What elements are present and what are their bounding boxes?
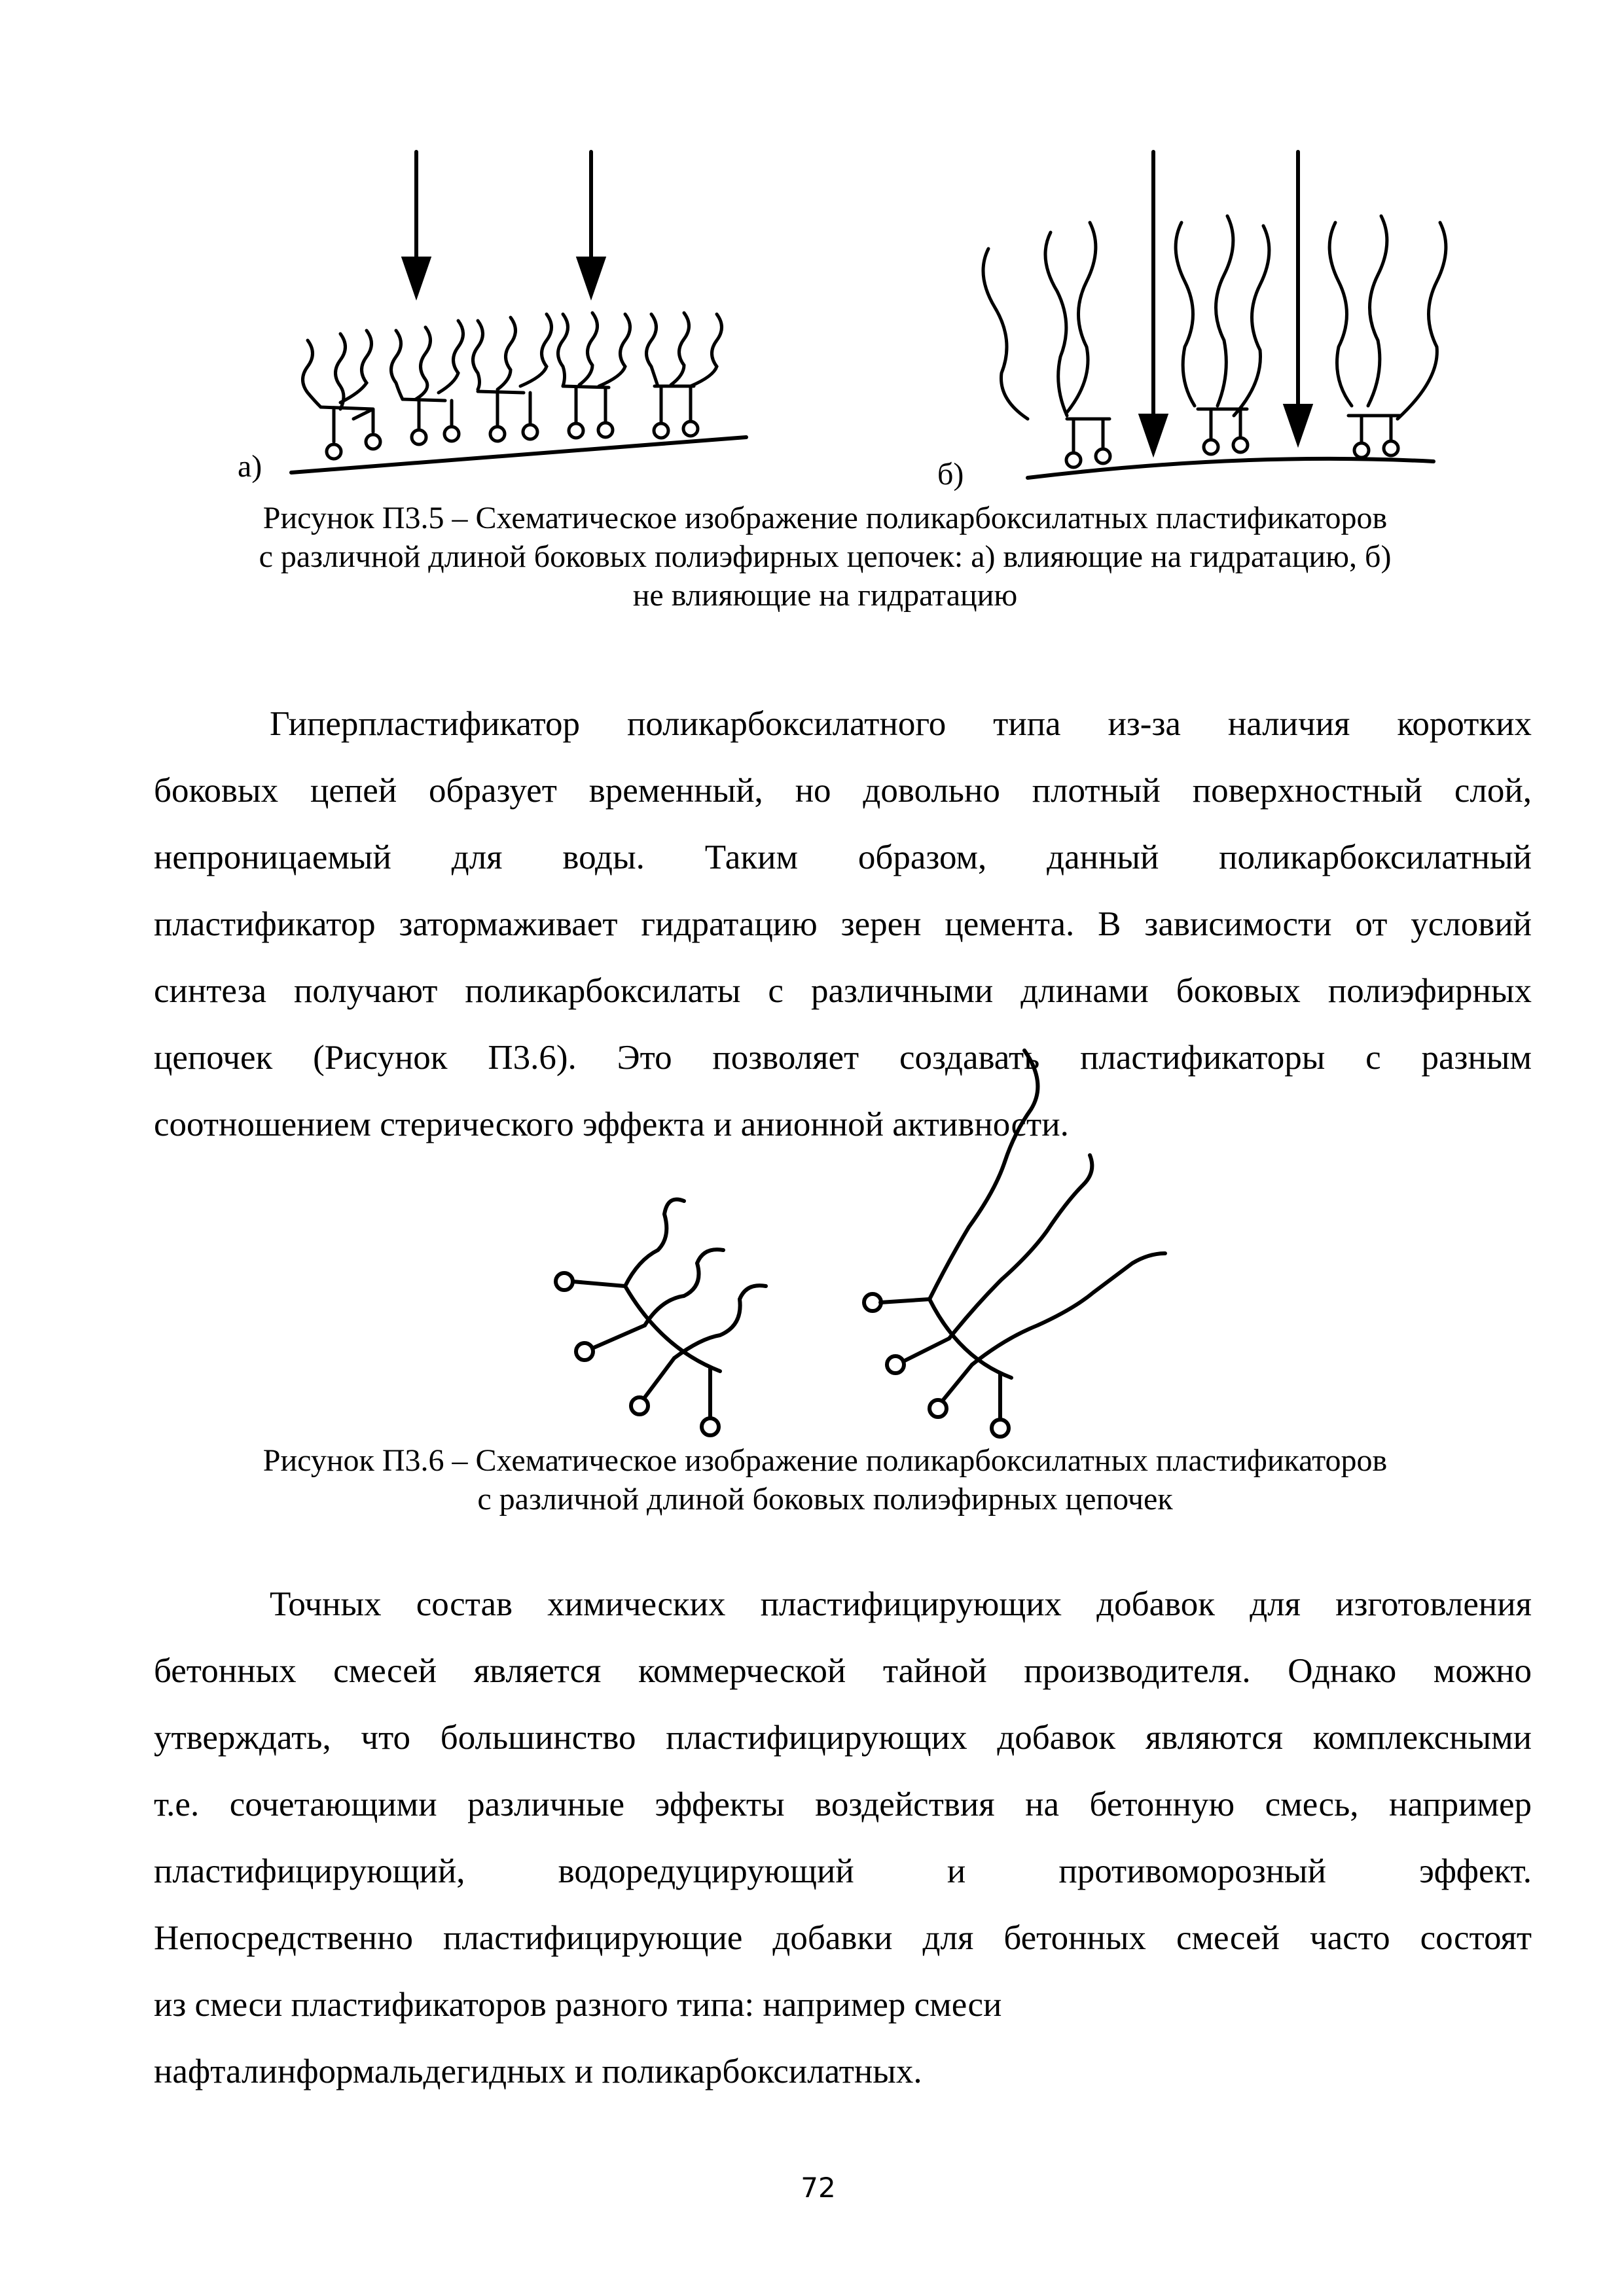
molecule-b-3 (1329, 216, 1446, 457)
molecule-short-chains (556, 1200, 766, 1436)
paragraph-line: Непосредственно пластифицирующие добавки для бетонных смесей часто состоят (154, 1919, 1532, 1957)
paragraph-line: т.е. сочетающими различные эффекты воздействия на бетонную смесь, например (154, 1785, 1532, 1823)
paragraph-line: синтеза получают поликарбоксилаты с различными длинами боковых полиэфирных (154, 972, 1532, 1010)
arrow-b-2 (1286, 152, 1310, 442)
molecule-a-1 (303, 331, 381, 459)
paragraph-line: Точных состав химических пластифицирующих добавок для изготовления (270, 1585, 1532, 1623)
page-number: 72 (801, 2172, 836, 2204)
figure-label-a: а) (238, 449, 262, 484)
paragraph-line: непроницаемый для воды. Таким образом, данный поликарбоксилатный (154, 838, 1532, 876)
paragraph-1 (154, 691, 1532, 1158)
caption-line: Рисунок П3.5 – Схематическое изображение поликарбоксилатных пластификаторов (262, 501, 1388, 535)
paragraph-2 (154, 1571, 1532, 2105)
figure-p3-6-caption (131, 1441, 1519, 1518)
figure-label-b: б) (937, 457, 964, 492)
arrow-b-1 (1141, 152, 1166, 452)
molecule-a-2 (391, 321, 463, 444)
paragraph-line: нафталинформальдегидных и поликарбоксилатных. (154, 2053, 922, 2090)
paragraph-line: пластификатор затормаживает гидратацию зерен цемента. В зависимости от условий (154, 905, 1532, 943)
paragraph-line: Гиперпластификатор поликарбоксилатного типа из-за наличия коротких (270, 705, 1532, 743)
paragraph-line: из смеси пластификаторов разного типа: например смеси (154, 1986, 1002, 2024)
molecule-a-3 (473, 314, 552, 441)
paragraph-line: соотношением стерического эффекта и анионной активности. (154, 1105, 1069, 1143)
molecule-b-2 (1176, 216, 1269, 454)
paragraph-line: бетонных смесей является коммерческой тайной производителя. Однако можно (154, 1652, 1532, 1690)
figure-p3-5-caption (131, 499, 1519, 615)
caption-line: с различной длиной боковых полиэфирных цепочек: а) влияющие на гидратацию, б) (259, 539, 1392, 574)
caption-line: не влияющие на гидратацию (632, 578, 1018, 613)
caption-line: с различной длиной боковых полиэфирных цепочек (477, 1482, 1173, 1516)
arrow-a-2 (579, 152, 604, 295)
arrow-a-1 (404, 152, 429, 295)
molecule-a-4 (558, 313, 630, 438)
molecule-b-1 (983, 223, 1110, 467)
caption-line: Рисунок П3.6 – Схематическое изображение поликарбоксилатных пластификаторов (262, 1443, 1388, 1478)
surface-b (1028, 459, 1434, 478)
surface-a (291, 437, 746, 473)
paragraph-line: боковых цепей образует временный, но довольно плотный поверхностный слой, (154, 772, 1532, 810)
paragraph-line: утверждать, что большинство пластифицирующих добавок являются комплексными (154, 1719, 1532, 1757)
molecule-a-5 (647, 313, 722, 438)
paragraph-line: пластифицирующий, водоредуцирующий и противоморозный эффект. (154, 1852, 1532, 1890)
paragraph-line: цепочек (Рисунок П3.6). Это позволяет создавать пластификаторы с разным (154, 1039, 1532, 1077)
